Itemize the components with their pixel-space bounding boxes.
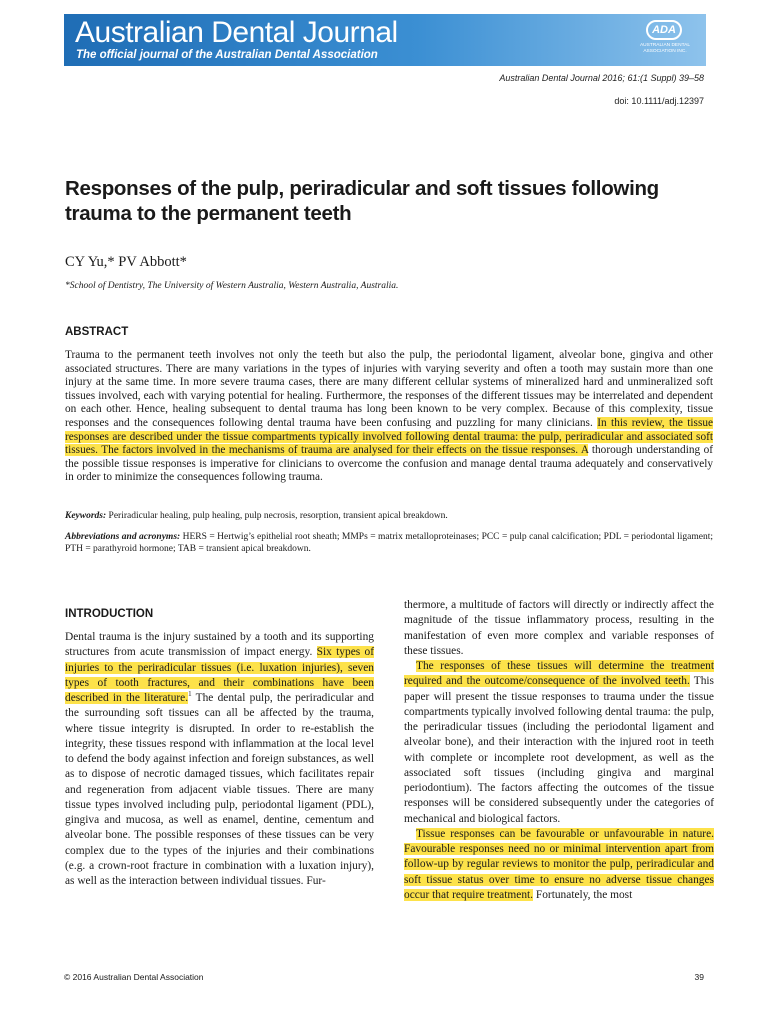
abstract-text: Trauma to the permanent teeth involves not only the teeth but also the pulp, the periodontal ligament, alveolar bone, gingiva and other associated structures. There are many variations in the types of injuries with varying severity and often a tooth may sustain more than one injury at the same time. In more severe trauma cases, there are many different cellular systems of mineralized hard and unmineralized soft tissues involved, each with varying potential for healing. Furthermore, the responses of the different tissues may be interrelated and dependent on each other. Hence, healing subsequent to dental trauma has long been known to be very complex. Because of this complexity, tissue responses and the consequences following dental trauma have been confusing and puzzling for many clinicians. In this review, the tissue responses are described under the tissue compartments typically involved following dental trauma: the pulp, periradicular and associated soft tissues. The factors involved in the mechanisms of trauma are analysed for their effects on the tissue responses. A thorough understanding of the possible tissue responses is imperative for clinicians to overcome the confusion and manage dental trauma adequately and conservatively in order to minimize the consequences following trauma. <box>65 349 714 484</box>
abbreviations: Abbreviations and acronyms: HERS = Hertwig’s epithelial root sheath; MMPs = matrix metalloproteinases; PCC = pulp canal calcification; PDL = periodontal ligament; PTH = parathyroid hormone; TAB = transient apical breakdown. <box>65 532 713 554</box>
reference-1: 1 <box>188 690 192 699</box>
journal-banner <box>64 14 706 66</box>
intro-highlight-1: Six types of injuries to the periradicular tissues (i.e. luxation injuries), seven types of tooth fractures, and their combinations have been described in the literature. <box>65 646 374 704</box>
journal-name: Australian Dental Journal <box>75 16 398 49</box>
introduction-right-column <box>404 598 714 903</box>
ada-badge: ADA <box>646 20 682 40</box>
copyright: © 2016 Australian Dental Association <box>64 972 204 982</box>
keywords: Keywords: Periradicular healing, pulp healing, pulp necrosis, resorption, transient apical breakdown. <box>65 511 448 521</box>
right-paragraph-1: thermore, a multitude of factors will directly or indirectly affect the magnitude of the tissue inflammatory process, resulting in the manifestation of even more complex and variable responses of these tissues. <box>404 599 714 657</box>
intro-highlight-3: Tissue responses can be favourable or unfavourable in nature. Favourable responses need no or minimal intervention apart from follow-up by regular reviews to monitor the pulp, periradicular and soft tissue status over time to ensure no adverse tissue changes occur that require treatment. <box>404 827 714 901</box>
intro-highlight-2: The responses of these tissues will determine the treatment required and the outcome/consequence of the involved teeth. <box>404 660 714 688</box>
authors: CY Yu,* PV Abbott* <box>65 254 187 270</box>
page-number: 39 <box>694 972 704 982</box>
journal-citation: Australian Dental Journal 2016; 61:(1 Suppl) 39–58 <box>499 73 704 83</box>
right-paragraph-3: Tissue responses can be favourable or unfavourable in nature. Favourable responses need no or minimal intervention apart from follow-up by regular reviews to monitor the pulp, periradicular and soft tissue status over time to ensure no adverse tissue changes occur that require treatment. Fortunately, the most <box>404 827 714 901</box>
ada-logo-text: AUSTRALIAN DENTAL ASSOCIATION INC. <box>639 43 691 54</box>
right-paragraph-2: The responses of these tissues will determine the treatment required and the outcome/consequence of the involved teeth. This paper will present the tissue responses to trauma under the tissue compartments typically involved following dental trauma: the pulp, the periradicular tissues (including the periodontal ligament and alveolar bone), and their interaction with the injured root in teeth with complete or incomplete root development, as well as the associated soft tissues (including gingiva and marginal periodontium). The factors affecting the outcomes of the tissue responses will be considered subsequently under the categories of mechanical and biological factors. <box>404 660 714 825</box>
introduction-left-column: Dental trauma is the injury sustained by a tooth and its supporting structures from acute transmission of impact energy. Six types of injuries to the periradicular tissues (i.e. luxation injuries), seven types of tooth fractures, and their combinations have been described in the literature.$^1$ The dental pulp, the periradicular and the surrounding soft tissues can all be affected by the trauma, where tissue integrity is disrupted. In order to re-establish the integrity, these tissues respond with inflammation at the local level to defend the body against infection and foreign substances, as well as to dispose of necrotic damaged tissues, which facilitates repair and regeneration from adjacent viable tissues. There are many tissue types involved including pulp, periodontal ligament (PDL), gingiva and mucosa, as well as enamel, dentine, cementum and alveolar bone. The possible responses of these tissues can be very complex due to the types of the injuries and their combinations (e.g. a crown-root fracture in combination with a luxation injury), as well as the interaction between individual tissues. Fur- <box>65 631 374 887</box>
article-title: Responses of the pulp, periradicular and soft tissues following trauma to the permanent teeth <box>65 177 659 225</box>
doi: doi: 10.1111/adj.12397 <box>614 96 704 106</box>
abstract-highlight: In this review, the tissue responses are described under the tissue compartments typically involved following dental trauma: the pulp, periradicular and associated soft tissues. The factors involved in the mechanisms of trauma are analysed for their effects on the tissue responses. A <box>65 416 714 457</box>
introduction-heading: INTRODUCTION <box>65 608 154 620</box>
ada-logo <box>632 20 698 62</box>
journal-tagline: The official journal of the Australian Dental Association <box>76 49 378 61</box>
abstract-heading: ABSTRACT <box>65 326 129 338</box>
affiliation: *School of Dentistry, The University of Western Australia, Western Australia, Australia. <box>65 281 399 291</box>
